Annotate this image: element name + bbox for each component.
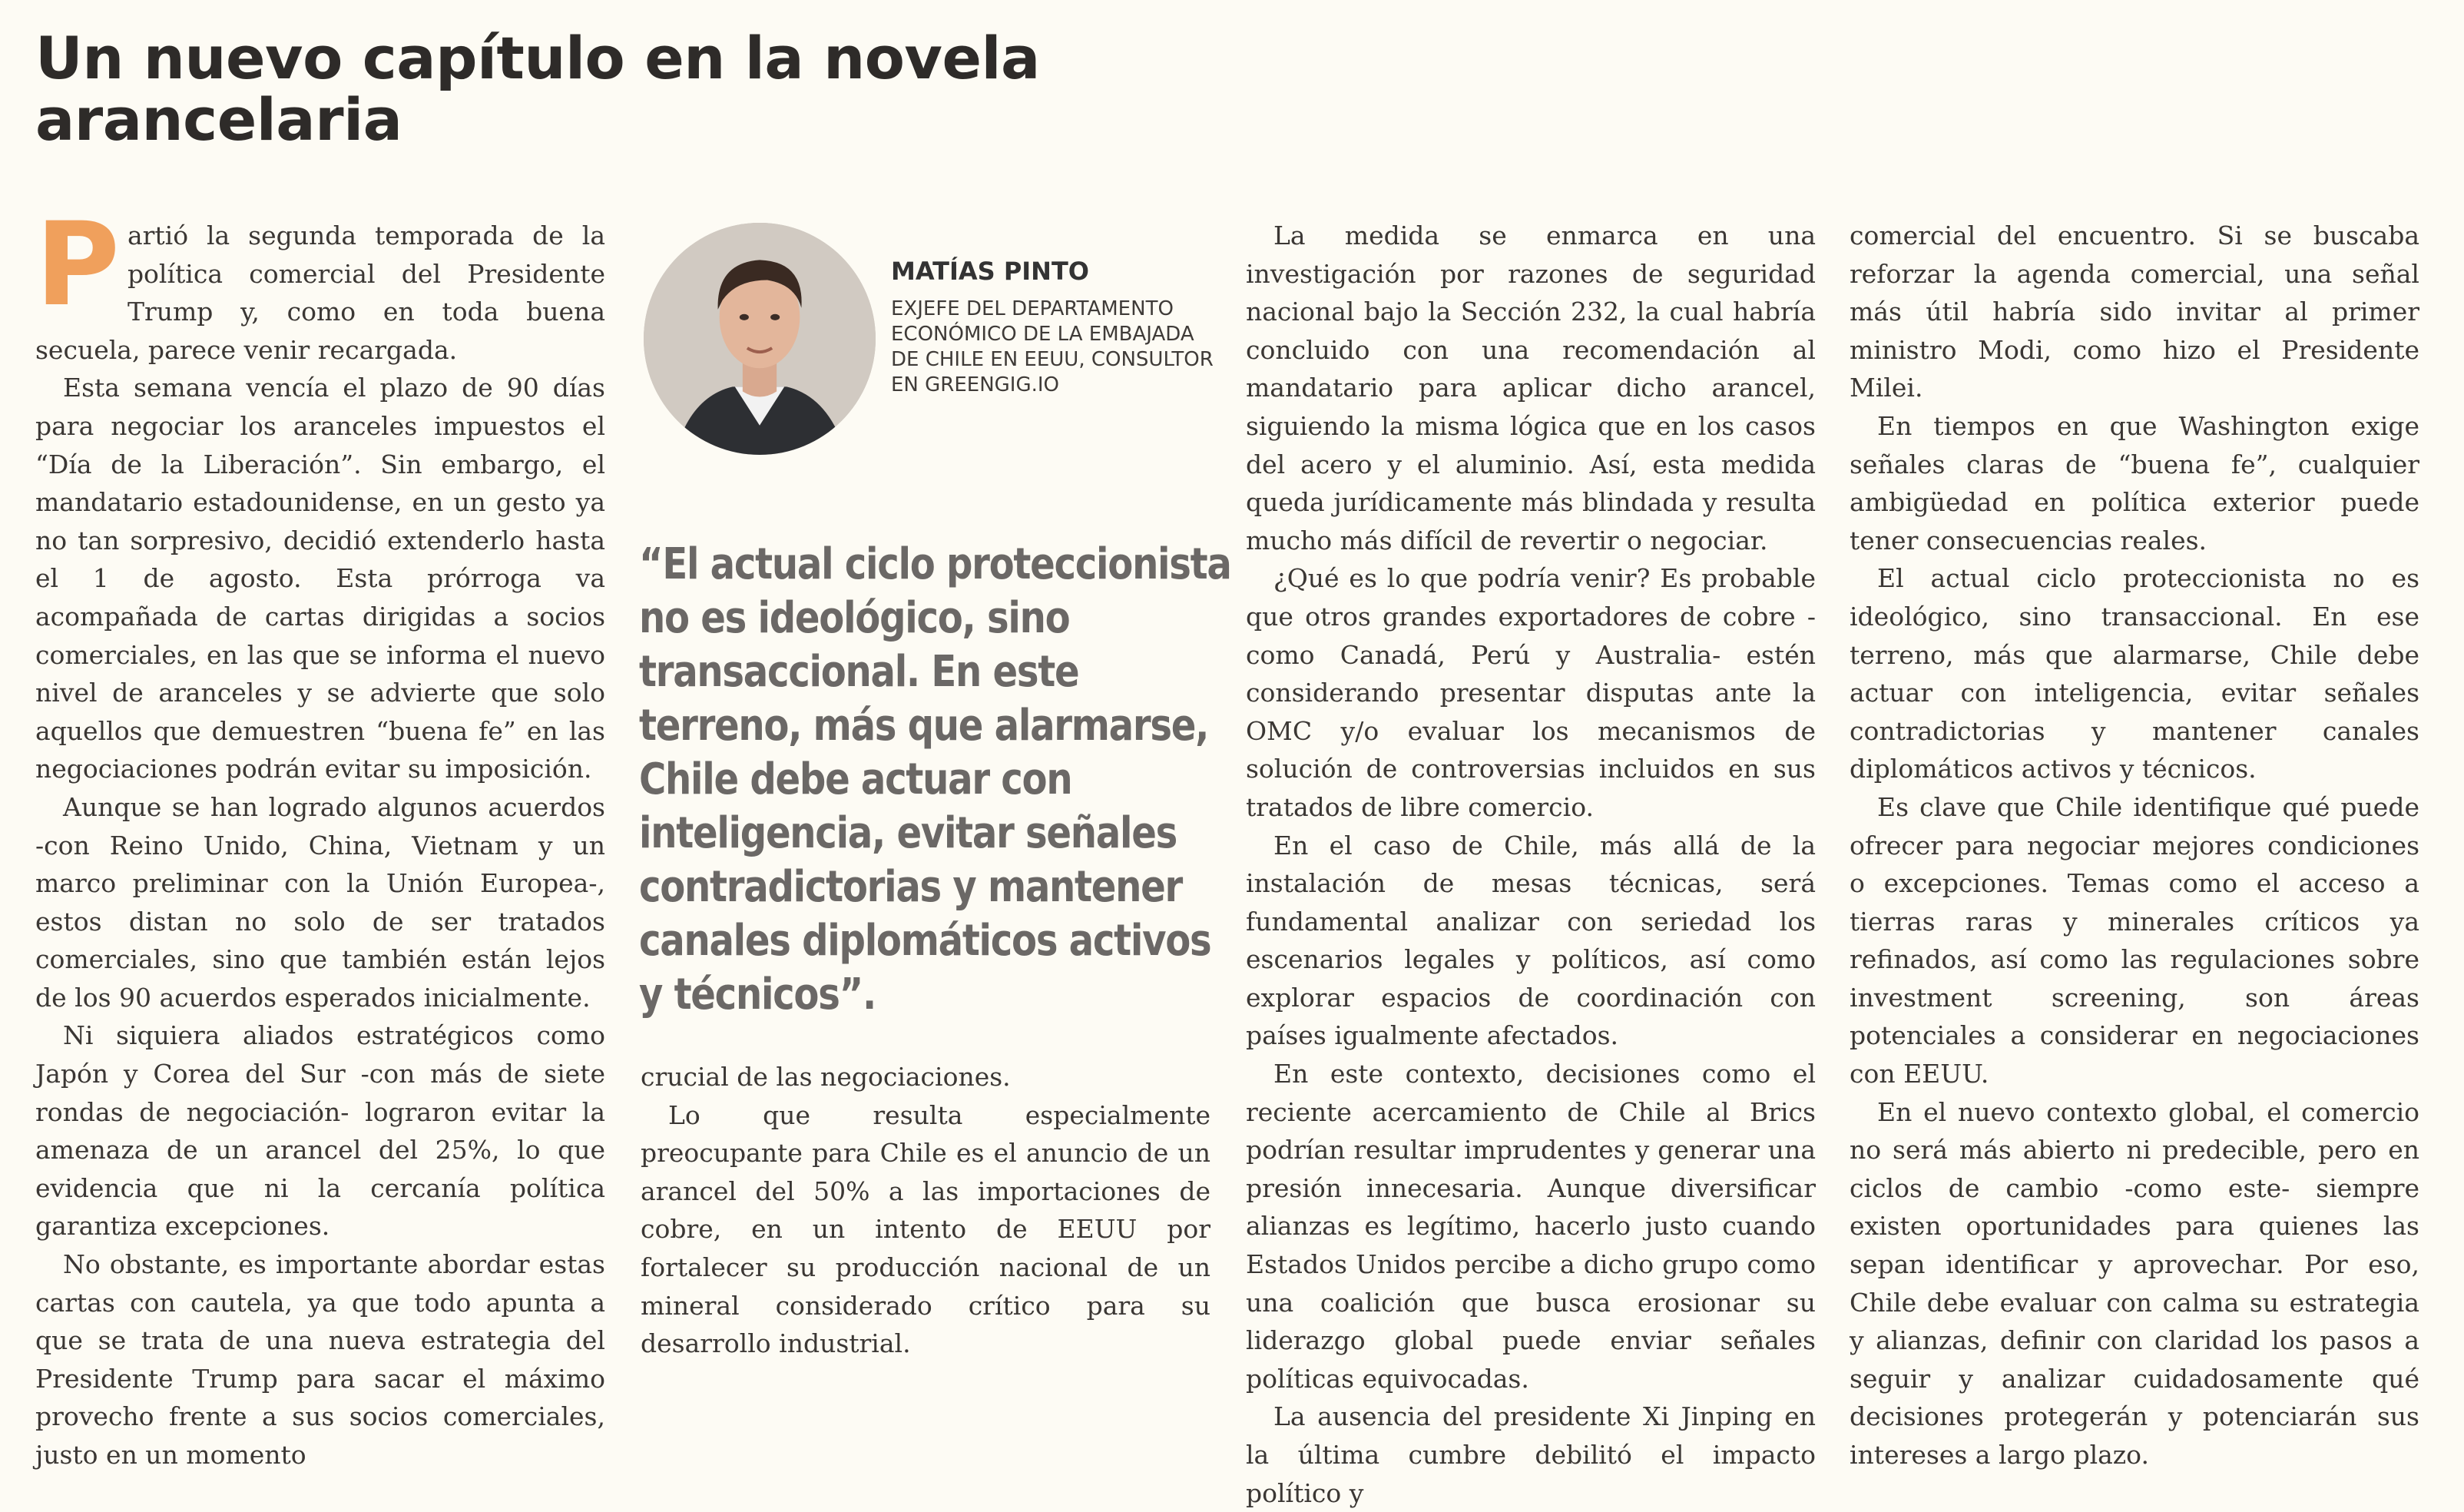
article-paragraph: comercial del encuentro. Si se buscaba reforzar la agenda comercial, una señal más útil habría sido invitar al primer ministro Modi, como hizo el Presidente Milei. bbox=[1850, 220, 2419, 403]
pull-quote-line: inteligencia, evitar señales bbox=[639, 808, 1177, 858]
article-column-3 bbox=[1246, 217, 1816, 1512]
pull-quote-line: contradictorias y mantener bbox=[639, 862, 1183, 912]
article-paragraph: Es clave que Chile identifique qué puede ofrecer para negociar mejores condiciones o excepciones. Temas como el acceso a tierras raras y minerales críticos ya refinados, así como las regulaciones sobre investment screening, son áreas potenciales a considerar en negociaciones con EEUU. bbox=[1850, 791, 2419, 1089]
pull-quote-line: no es ideológico, sino bbox=[639, 593, 1070, 643]
pull-quote-line: y técnicos”. bbox=[639, 970, 876, 1020]
article-paragraph: La ausencia del presidente Xi Jinping en la última cumbre debilitó el impacto político y bbox=[1246, 1401, 1816, 1508]
article-paragraph: No obstante, es importante abordar estas cartas con cautela, ya que todo apunta a que se trata de una nueva estrategia del Presidente Trump para sacar el máximo provecho frente a sus socios comerciales, justo en un momento bbox=[35, 1249, 605, 1470]
headline: Un nuevo capítulo en la novela arancelaria bbox=[35, 24, 1040, 154]
author-portrait-image bbox=[644, 223, 876, 455]
author-photo bbox=[644, 223, 876, 455]
article-paragraph: El actual ciclo proteccionista no es ideológico, sino transaccional. En ese terreno, más que alarmarse, Chile debe actuar con inteligencia, evitar señales contradictorias y mantener canales diplomáticos activos y técnicos. bbox=[1850, 563, 2419, 784]
pull-quote-line: Chile debe actuar con bbox=[639, 754, 1072, 804]
article-paragraph: Aunque se han logrado algunos acuerdos -con Reino Unido, China, Vietnam y un marco preliminar con la Unión Europea-, estos distan no solo de ser tratados comerciales, sino que también están lejos de los 90 acuerdos esperados inicialmente. bbox=[35, 791, 605, 1013]
pull-quote-line: “El actual ciclo proteccionista bbox=[639, 539, 1231, 589]
author-name: MATÍAS PINTO bbox=[891, 257, 1089, 286]
article-paragraph: En este contexto, decisiones como el reciente acercamiento de Chile al Brics podrían resultar imprudentes y generar una presión innecesaria. Aunque diversificar alianzas es legítimo, hacerlo justo cuando Estados Unidos percibe a dicho grupo como una coalición que busca erosionar su liderazgo global puede enviar señales políticas equivocadas. bbox=[1246, 1059, 1816, 1394]
article-paragraph: Esta semana vencía el plazo de 90 días para negociar los aranceles impuestos el “Día de la Liberación”. Sin embargo, el mandatario estadounidense, en un gesto ya no tan sorpresivo, decidió extenderlo hasta el 1 de agosto. Esta prórroga va acompañada de cartas dirigidas a socios comerciales, en las que se informa el nuevo nivel de aranceles y se advierte que solo aquellos que demuestren “buena fe” en las negociaciones podrán evitar su imposición. bbox=[35, 373, 605, 784]
pull-quote-line: transaccional. En este bbox=[639, 647, 1079, 697]
article-paragraph: Partió la segunda temporada de la política comercial del Presidente Trump y, como en toda buena secuela, parece venir recargada. bbox=[35, 198, 605, 365]
pull-quote bbox=[639, 538, 1231, 1022]
author-role: EXJEFE DEL DEPARTAMENTO ECONÓMICO DE LA EMBAJADA DE CHILE EN EEUU, CONSULTOR EN GREENGIG.IO bbox=[891, 297, 1214, 396]
pull-quote-line: terreno, más que alarmarse, bbox=[639, 701, 1209, 751]
article-paragraph: crucial de las negociaciones. bbox=[641, 1062, 1011, 1092]
article-paragraph: En tiempos en que Washington exige señales claras de “buena fe”, cualquier ambigüedad en política exterior puede tener consecuencias reales. bbox=[1850, 410, 2419, 555]
article-column-2 bbox=[641, 1058, 1210, 1363]
pull-quote-line: canales diplomáticos activos bbox=[639, 916, 1211, 966]
article-paragraph: ¿Qué es lo que podría venir? Es probable que otros grandes exportadores de cobre -como Canadá, Perú y Australia- estén considerando presentar disputas ante la OMC y/o evaluar los mecanismos de solución de controversias incluidos en sus tratados de libre comercio. bbox=[1246, 563, 1816, 822]
article-paragraph: Lo que resulta especialmente preocupante para Chile es el anuncio de un arancel del 50% a las importaciones de cobre, en un intento de EEUU por fortalecer su producción nacional de un mineral considerado crítico para su desarrollo industrial. bbox=[641, 1099, 1210, 1359]
article-paragraph: Ni siquiera aliados estratégicos como Japón y Corea del Sur -con más de siete rondas de negociación- lograron evitar la amenaza de un arancel del 25%, lo que evidencia que ni la cercanía política garantiza excepciones. bbox=[35, 1020, 605, 1242]
article-column-1 bbox=[35, 198, 605, 1474]
dropcap-letter: P bbox=[35, 198, 120, 332]
article-paragraph: La medida se enmarca en una investigación por razones de seguridad nacional bajo la Sección 232, la cual habría concluido con una recomendación al mandatario para aplicar dicho arancel, siguiendo la misma lógica que en los casos del acero y el aluminio. Así, esta medida queda jurídicamente más blindada y resulta mucho más difícil de revertir o negociar. bbox=[1246, 220, 1816, 555]
article-column-4 bbox=[1850, 217, 2419, 1474]
article-paragraph: En el caso de Chile, más allá de la instalación de mesas técnicas, será fundamental analizar con seriedad los escenarios legales y políticos, así como explorar espacios de coordinación con países igualmente afectados. bbox=[1246, 830, 1816, 1051]
article-paragraph: En el nuevo contexto global, el comercio no será más abierto ni predecible, pero en ciclos de cambio -como este- siempre existen oportunidades para quienes las sepan identificar y aprovechar. Por eso, Chile debe evaluar con calma su estrategia y alianzas, definir con claridad los pasos a seguir y analizar cuidadosamente qué decisiones protegerán y potenciarán sus intereses a largo plazo. bbox=[1850, 1096, 2419, 1470]
